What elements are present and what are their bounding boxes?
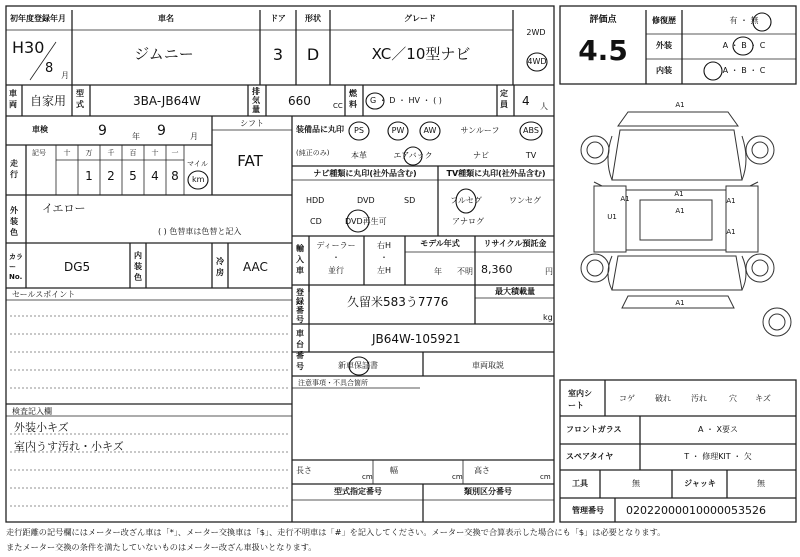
displacement-value: 660 [288, 94, 311, 108]
repair-label: 修復歴 [652, 16, 676, 25]
warranty-label: 新車保証書 [338, 361, 378, 370]
height-label: 高さ [474, 466, 490, 475]
inspection-month-unit: 月 [190, 132, 198, 141]
nav-option: DVD [357, 196, 375, 205]
tv-option: ワンセグ [509, 196, 541, 205]
mileage-label: 走行 [10, 159, 18, 179]
damage-mark: A1 [675, 299, 685, 307]
color-no-label: カラーNo. [9, 253, 23, 281]
car-name: ジムニー [134, 45, 194, 63]
capacity-label: 定員 [500, 89, 508, 109]
interior-sheet-label: 室内シート [568, 389, 592, 410]
equip-navi: ナビ [473, 151, 489, 160]
score-label: 評価点 [589, 15, 617, 25]
shift-value: FAT [237, 152, 263, 170]
first-reg-era: H30 [12, 38, 45, 57]
interior-grade-options: A ・ B ・ C [722, 66, 766, 75]
caution-label: 注意事項・不具合箇所 [298, 379, 368, 387]
windshield-options: A ・ X要ス [697, 425, 739, 434]
mileage-mark-label: 記号 [32, 149, 46, 157]
equip-ps: PS [354, 126, 364, 135]
interior-option: キズ [755, 394, 771, 403]
management-label: 管理番号 [572, 506, 604, 515]
length-unit: cm [362, 473, 373, 481]
equip-leather: 本革 [351, 151, 367, 160]
first-reg-label: 初年度登録年月 [10, 14, 66, 23]
damage-mark: A1 [726, 197, 736, 205]
import-dot: ・ [380, 253, 388, 262]
spare-tire-label: スペアタイヤ [566, 452, 614, 461]
footer-note: またメーター交換の条件を満たしていないものはメーター改ざん車扱いとなります。 [6, 542, 317, 552]
nav-option: CD [310, 217, 322, 226]
first-reg-month: 8 [45, 61, 54, 76]
mileage-digit: 1 [85, 169, 93, 183]
jack-value: 無 [757, 479, 765, 488]
shape-label: 形状 [305, 14, 321, 23]
mileage-digit-label: 万 [85, 149, 93, 157]
chassis-value: JB64W-105921 [372, 332, 461, 346]
equip-aw: AW [423, 126, 437, 135]
mileage-digit-label: 十 [63, 149, 71, 157]
interior-option: 汚れ [691, 394, 707, 403]
grade-label: グレード [404, 14, 436, 23]
mileage-unit-km: km [192, 175, 205, 184]
spare-tire-options: T ・ 修理KIT ・ 欠 [684, 452, 752, 461]
interior-option: コゲ [619, 394, 635, 403]
ac-value: AAC [243, 260, 268, 274]
chassis-label: 車台番号 [296, 329, 304, 371]
mileage-digit: 5 [129, 169, 137, 183]
import-left: 左H [376, 266, 392, 275]
door-label: ドア [270, 14, 286, 23]
management-value: 02022000010000053526 [626, 504, 766, 517]
interior-option: 穴 [729, 394, 737, 403]
equip-pw: PW [391, 126, 405, 135]
inspector-notes-label: 検査記入欄 [12, 407, 52, 416]
equip-sunroof: サンルーフ [460, 126, 500, 135]
ac-label: 冷房 [216, 257, 224, 277]
inspection-year: 9 [98, 123, 107, 139]
mileage-digit: 4 [151, 169, 159, 183]
equipment-label: 装備品に丸印 [296, 125, 344, 134]
max-load-label: 最大積載量 [495, 287, 535, 296]
tools-label: 工具 [572, 479, 588, 488]
tv-option: フルセグ [450, 196, 482, 205]
mileage-digit-label: 一 [171, 149, 179, 157]
class-number-label: 類別区分番号 [464, 487, 512, 496]
mileage-digit-label: 千 [107, 149, 115, 157]
mileage-digit-label: 十 [151, 149, 159, 157]
damage-mark: A1 [675, 101, 685, 109]
exterior-color-label: 外装色 [10, 206, 18, 237]
inspection-month: 9 [157, 123, 166, 139]
max-load-unit: kg [543, 313, 553, 322]
height-unit: cm [540, 473, 551, 481]
sales-point-label: セールスポイント [12, 290, 76, 299]
repair-options: 有 ・ 無 [729, 16, 759, 25]
model-label: 型式 [76, 89, 84, 109]
capacity-unit: 人 [540, 102, 548, 111]
exterior-grade-options: A ・ B ・ C [722, 41, 766, 50]
nav-option: SD [404, 196, 416, 205]
mileage-digit: 8 [171, 169, 179, 183]
nav-option: DVD再生可 [345, 217, 387, 226]
damage-mark: A1 [726, 228, 736, 236]
use-label: 車両 [9, 89, 17, 109]
doors: 3 [272, 45, 284, 64]
inspection-year-unit: 年 [132, 132, 140, 141]
model-year-unit: 年 [434, 267, 442, 276]
exterior-color-note: ( ) 色替車は色替と記入 [158, 227, 242, 236]
recycle-value: 8,360 [481, 263, 513, 276]
import-right: 右H [376, 241, 392, 250]
footer-note: 走行距離の記号欄にはメーター改ざん車は「*」、メーター交換車は「$」、走行不明車は「#」を記入してください。メーター交換で合算表示した場合にも「$」は必要となります。 [6, 527, 666, 537]
car-name-label: 車名 [158, 14, 174, 23]
width-label: 幅 [390, 466, 398, 475]
month-unit: 月 [61, 71, 69, 80]
inspection-label: 車検 [32, 125, 48, 134]
damage-mark: A1 [674, 190, 684, 198]
mileage-unit-mile: マイル [187, 160, 208, 168]
import-dot: ・ [332, 253, 340, 262]
plate-value: 久留米583う7776 [347, 295, 449, 309]
equip-tv: TV [525, 151, 537, 160]
inspector-note-line: 室内うす汚れ・小キズ [14, 440, 124, 453]
equipment-sub-label: (純正のみ) [296, 149, 330, 157]
tools-value: 無 [632, 479, 640, 488]
width-unit: cm [452, 473, 463, 481]
length-label: 長さ [296, 466, 312, 475]
damage-mark: U1 [607, 213, 617, 221]
equip-airbag: エアバック [393, 151, 433, 160]
model-year-label: モデル年式 [420, 239, 460, 248]
interior-grade-label: 内装 [656, 66, 672, 75]
inspector-note-line: 外装小キズ [14, 421, 69, 434]
import-label: 輸入車 [296, 244, 304, 275]
model-year-unknown: 不明 [457, 267, 473, 276]
interior-color-label: 内装色 [134, 251, 142, 282]
use-value: 自家用 [30, 94, 67, 108]
drive-2wd: 2WD [526, 28, 546, 37]
displacement-unit: CC [333, 102, 343, 110]
windshield-label: フロントガラス [566, 425, 622, 434]
drive-4wd: 4WD [527, 57, 547, 66]
nav-type-label: ナビ種類に丸印(社外品含む) [313, 169, 417, 178]
capacity-value: 4 [522, 94, 530, 108]
tv-option: アナログ [452, 217, 484, 226]
fuel-options: G ・ D ・ HV ・ ( ) [370, 96, 442, 105]
displacement-label: 排気量 [252, 87, 260, 114]
fuel-label: 燃料 [349, 89, 357, 109]
color-no-value: DG5 [64, 260, 91, 274]
damage-mark: A1 [620, 195, 630, 203]
nav-option: HDD [306, 196, 325, 205]
car-diagram [581, 112, 791, 336]
interior-option: 破れ [655, 394, 671, 403]
plate-label: 登録番号 [296, 288, 304, 324]
jack-label: ジャッキ [684, 479, 716, 488]
exterior-grade-label: 外装 [656, 41, 672, 50]
equip-abs: ABS [523, 126, 539, 135]
recycle-label: リサイクル預託金 [483, 239, 547, 248]
tv-type-label: TV種類に丸印(社外品含む) [446, 169, 546, 178]
mileage-digit-label: 百 [129, 149, 137, 157]
type-number-label: 型式指定番号 [334, 487, 382, 496]
damage-mark: A1 [675, 207, 685, 215]
grade: XC／10型ナビ [371, 45, 471, 63]
exterior-color-value: イエロー [42, 202, 86, 215]
model-value: 3BA-JB64W [133, 94, 201, 108]
shape: D [306, 45, 320, 64]
score-value: 4.5 [578, 34, 628, 67]
mileage-digit: 2 [107, 169, 115, 183]
shift-label: シフト [240, 119, 264, 128]
import-dealer: ディーラー [316, 241, 356, 250]
import-parallel: 並行 [328, 266, 344, 275]
recycle-unit: 円 [545, 267, 553, 276]
manual-label: 車両取説 [472, 361, 504, 370]
